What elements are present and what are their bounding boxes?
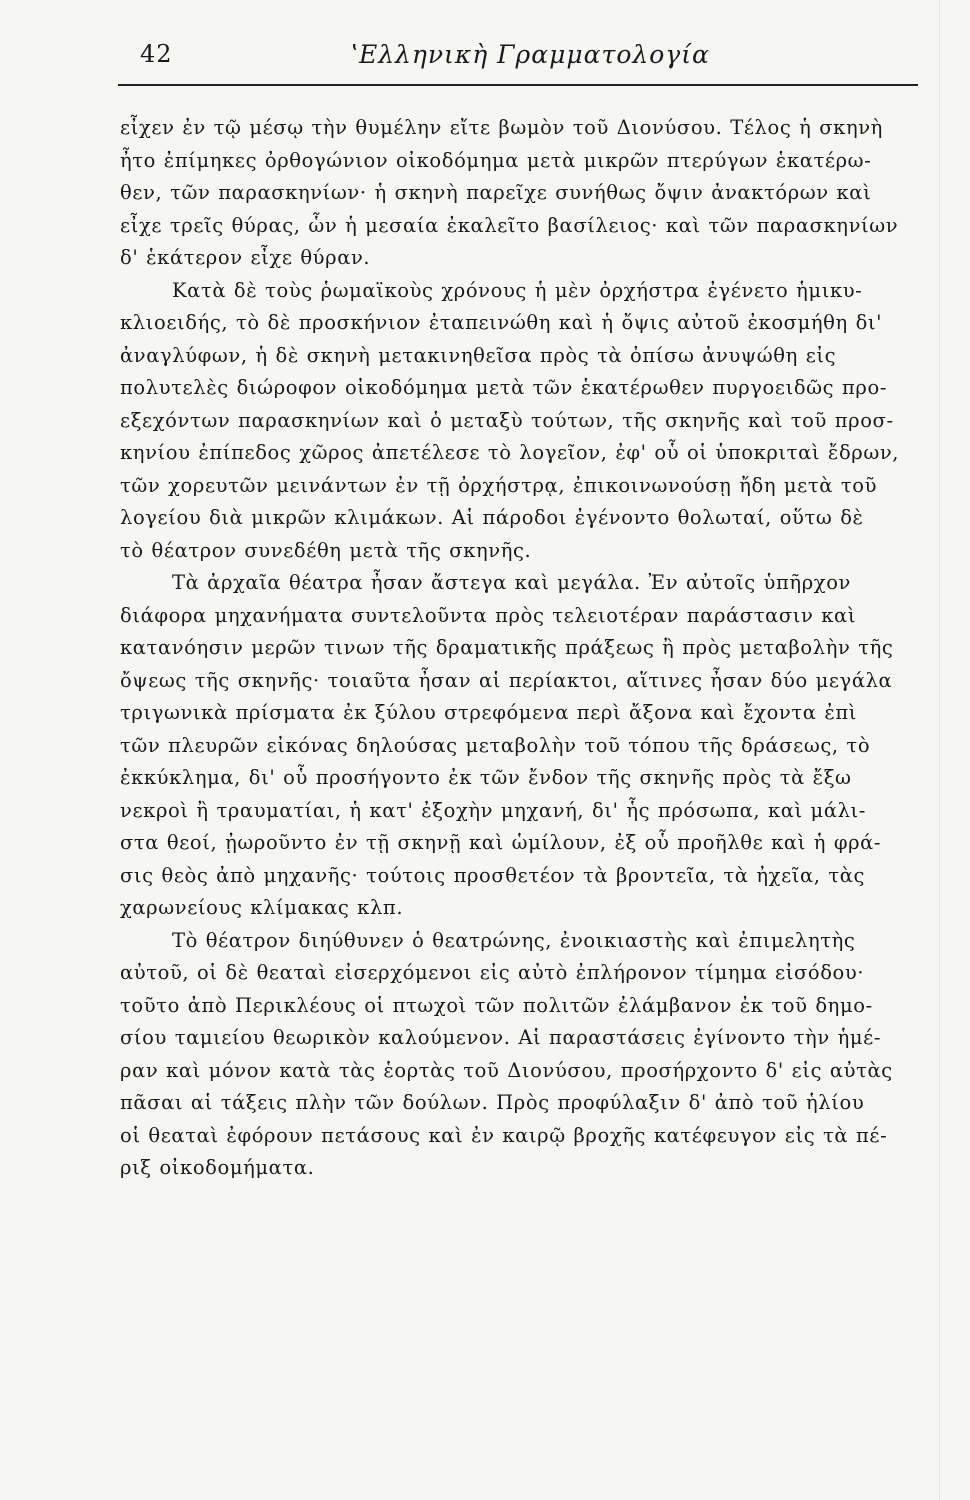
text-line: νεκροὶ ἢ τραυματίαι, ἡ κατ' ἐξοχὴν μηχανή, δι' ἧς πρόσωπα, καὶ μάλι-	[120, 798, 866, 822]
text-line: ριξ οἰκοδομήματα.	[120, 1156, 315, 1179]
text-line: ἀναγλύφων, ἡ δὲ σκηνὴ μετακινηθεῖσα πρὸς τὰ ὀπίσω ἀνυψώθη εἰς	[120, 343, 837, 367]
text-line: σίου ταμιείου θεωρικὸν καλούμενον. Αἱ παραστάσεις ἐγίνοντο τὴν ἡμέ-	[120, 1026, 882, 1049]
text-line: κλιοειδής, τὸ δὲ προσκήνιον ἐταπεινώθη καὶ ἡ ὄψις αὐτοῦ ἐκοσμήθη δι'	[120, 311, 883, 334]
text-line: θεν, τῶν παρασκηνίων· ἡ σκηνὴ παρεῖχε συνήθως ὄψιν ἀνακτόρων καὶ	[120, 181, 872, 204]
page-number: 42	[140, 40, 173, 68]
body-text	[120, 112, 910, 1185]
text-line: εἶχεν ἐν τῷ μέσῳ τὴν θυμέλην εἴτε βωμὸν τοῦ Διονύσου. Τέλος ἡ σκηνὴ	[120, 116, 883, 139]
text-line: οἱ θεαταὶ ἐφόρουν πετάσους καὶ ἐν καιρῷ βροχῆς κατέφευγον εἰς τὰ πέ-	[120, 1123, 888, 1147]
text-line: τριγωνικὰ πρίσματα ἐκ ξύλου στρεφόμενα περὶ ἄξονα καὶ ἔχοντα ἐπὶ	[120, 701, 858, 724]
text-line: Κατὰ δὲ τοὺς ῥωμαϊκοὺς χρόνους ἡ μὲν ὀρχήστρα ἐγένετο ἡμικυ-	[172, 278, 863, 302]
text-line: διάφορα μηχανήματα συντελοῦντα πρὸς τελειοτέραν παράστασιν καὶ	[120, 603, 857, 627]
text-line: ὄψεως τῆς σκηνῆς· τοιαῦτα ἦσαν αἱ περίακτοι, αἵτινες ἦσαν δύο μεγάλα	[120, 668, 893, 692]
text-line: Τὰ ἀρχαῖα θέατρα ἦσαν ἄστεγα καὶ μεγάλα. Ἐν αὐτοῖς ὑπῆρχον	[172, 571, 851, 594]
text-line: λογείου διὰ μικρῶν κλιμάκων. Αἱ πάροδοι ἐγένοντο θολωταί, οὕτω δὲ	[120, 506, 864, 529]
text-line: τοῦτο ἀπὸ Περικλέους οἱ πτωχοὶ τῶν πολιτῶν ἐλάμβανον ἐκ τοῦ δημο-	[120, 993, 873, 1017]
text-line: τὸ θέατρον συνεδέθη μετὰ τῆς σκηνῆς.	[120, 538, 532, 562]
text-line: ραν καὶ μόνον κατὰ τὰς ἑορτὰς τοῦ Διονύσου, προσήρχοντο δ' εἰς αὐτὰς	[120, 1058, 893, 1082]
text-line: χαρωνείους κλίμακας κλπ.	[120, 896, 404, 919]
text-line: τῶν χορευτῶν μεινάντων ἐν τῇ ὀρχήστρᾳ, ἐπικοινωνούσῃ ἤδη μετὰ τοῦ	[120, 473, 878, 497]
text-line: ἐκκύκλημα, δι' οὗ προσήγοντο ἐκ τῶν ἔνδον τῆς σκηνῆς πρὸς τὰ ἔξω	[120, 766, 852, 789]
text-line: εἶχε τρεῖς θύρας, ὧν ἡ μεσαία ἐκαλεῖτο βασίλειος· καὶ τῶν παρασκηνίων	[120, 213, 899, 237]
text-line: ἦτο ἐπίμηκες ὀρθογώνιον οἰκοδόμημα μετὰ μικρῶν πτερύγων ἑκατέρω-	[120, 148, 872, 172]
text-line: πᾶσαι αἱ τάξεις πλὴν τῶν δούλων. Πρὸς προφύλαξιν δ' ἀπὸ τοῦ ἡλίου	[120, 1091, 865, 1114]
text-line: εξεχόντων παρασκηνίων καὶ ὁ μεταξὺ τούτων, τῆς σκηνῆς καὶ τοῦ προσ-	[120, 408, 894, 432]
text-line: πολυτελὲς διώροφον οἰκοδόμημα μετὰ τῶν ἑκατέρωθεν πυργοειδῶς προ-	[120, 376, 888, 399]
running-title: ʽΕλληνικὴ Γραμματολογία	[350, 40, 710, 69]
text-line: τῶν πλευρῶν εἰκόνας δηλούσας μεταβολὴν τοῦ τόπου τῆς δράσεως, τὸ	[120, 733, 871, 757]
text-line: κηνίου ἐπίπεδος χῶρος ἀπετέλεσε τὸ λογεῖον, ἐφ' οὗ οἱ ὑποκριταὶ ἔδρων,	[120, 441, 900, 464]
header-rule	[118, 84, 918, 86]
text-line: σις θεὸς ἀπὸ μηχανῆς· τούτοις προσθετέον τὰ βροντεῖα, τὰ ἠχεῖα, τὰς	[120, 863, 866, 887]
text-line: αὐτοῦ, οἱ δὲ θεαταὶ εἰσερχόμενοι εἰς αὐτὸ ἐπλήρονον τίμημα εἰσόδου·	[120, 961, 865, 984]
text-line: στα θεοί, ᾐωροῦντο ἐν τῇ σκηνῇ καὶ ὡμίλουν, ἐξ οὗ προῆλθε καὶ ἡ φρά-	[120, 831, 882, 854]
text-line: δ' ἑκάτερον εἶχε θύραν.	[120, 246, 371, 269]
scan-edge-shadow	[939, 0, 940, 1500]
text-line: κατανόησιν μερῶν τινων τῆς δραματικῆς πράξεως ἢ πρὸς μεταβολὴν τῆς	[120, 636, 894, 659]
text-line: Τὸ θέατρον διηύθυνεν ὁ θεατρώνης, ἐνοικιαστὴς καὶ ἐπιμελητὴς	[172, 928, 856, 952]
